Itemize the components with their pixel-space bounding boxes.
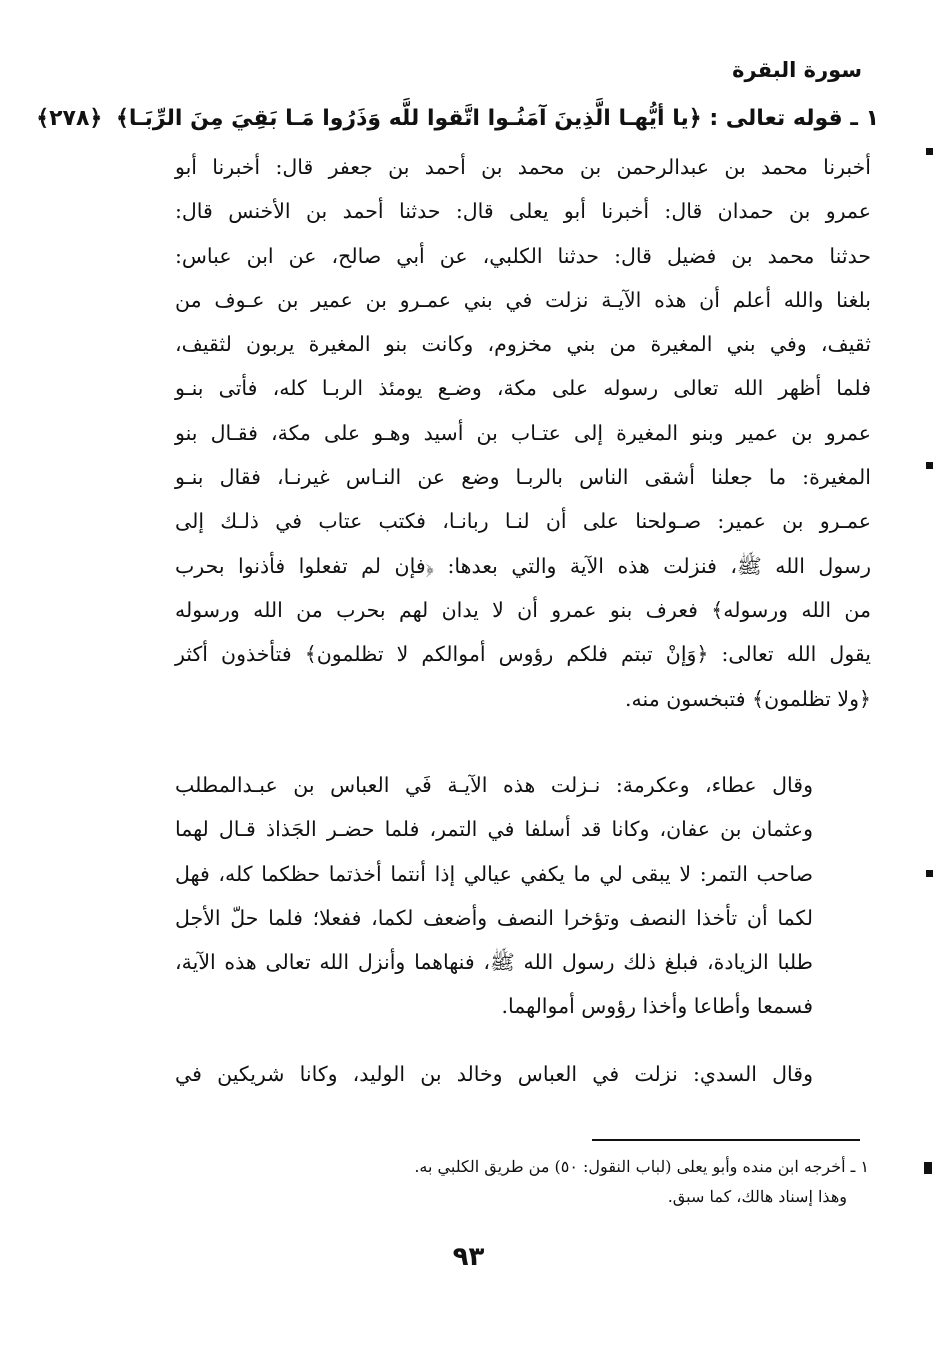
text-line: ثقيف، وفي بني المغيرة من بني مخزوم، وكانت بنو المغيرة يربون لثقيف، [175, 332, 871, 357]
text-line: فسمعا وأطاعا وأخذا رؤوس أموالهما. [501, 994, 813, 1019]
margin-mark [926, 870, 933, 877]
text-line: طلبا الزيادة، فبلغ ذلك رسول الله ﷺ، فنهاهما وأنزل الله تعالى هذه الآية، [175, 950, 813, 975]
text-line: صاحب التمر: لا يبقى لي ما يكفي عيالي إذا أنتما أخذتما حظكما كله، فهل [175, 861, 813, 886]
surah-name-header: سورة البقرة [732, 58, 862, 82]
verse-number: ١ ـ [850, 106, 879, 131]
footnote [200, 1152, 869, 1212]
margin-mark [926, 462, 933, 469]
paragraph-2 [175, 763, 871, 1029]
text-line: لكما أن تأخذا النصف وتؤخرا النصف وأضعف لكما، ففعلا؛ فلما حلّ الأجل [175, 905, 813, 930]
paragraph-1 [175, 145, 871, 721]
margin-mark [924, 1162, 932, 1174]
text-line: المغيرة: ما جعلنا أشقى الناس بالربـا وضع عن النـاس غيرنـا، فقال بنـو [175, 465, 871, 490]
text-line: ﴿ولا تظلمون﴾ فتبخسون منه. [625, 686, 871, 711]
footnote-divider [592, 1139, 860, 1141]
text-line: عمـرو بن عمير: صـولحنا على أن لنـا ربانـا، فكتب عتاب في ذلـك إلى [175, 509, 871, 534]
text-line: وعثمان بن عفان، وكانا قد أسلفا في التمر، فلما حضـر الجَذاذ قـال لهما [175, 817, 813, 842]
text-line: عمرو بن عمير وبنو المغيرة إلى عتـاب بن أسيد وهـو على مكة، فقـال بنو [175, 420, 871, 445]
text-line: فلما أظهر الله تعالى رسوله على مكة، وضـع يومئذ الربـا كله، فأتى بنـو [175, 376, 871, 401]
text-line: بلغنا والله أعلم أن هذه الآيـة نزلت في بني عمـرو بن عمير بن عـوف من [175, 287, 871, 312]
text-line: وقال عطاء، وعكرمة: نـزلت هذه الآيـة فَي العباس بن عبـدالمطلب [175, 773, 813, 797]
page-number: ٩٣ [452, 1242, 485, 1272]
verse-quote: ﴿يا أيُّهـا الَّذِينَ آمَنُـوا اتَّقوا للَّه وَذَرُوا مَـا بَقِيَ مِنَ الرِّبَـا﴾ [115, 106, 702, 131]
text-line: رسول الله ﷺ، فنزلت هذه الآية والتي بعدها: ﴿فإن لم تفعلوا فأذنوا بحرب [175, 553, 871, 578]
text-line: عمرو بن حمدان قال: أخبرنا أبو يعلى قال: حدثنا أحمد بن الأخنس قال: [175, 199, 871, 224]
footnote-line-1: ١ ـ أخرجه ابن منده وأبو يعلى (لباب النقول: ٥٠) من طريق الكلبي به. [414, 1157, 869, 1176]
text-line: وقال السدي: نزلت في العباس وخالد بن الوليد، وكانا شريكين في [175, 1062, 813, 1086]
verse-heading [36, 106, 879, 131]
verse-label: قوله تعالى : [709, 106, 843, 131]
text-line: من الله ورسوله﴾ فعرف بنو عمرو أن لا يدان لهم بحرب من الله ورسوله [175, 597, 871, 622]
ayah-reference: ﴿٢٧٨﴾ [36, 106, 103, 131]
paragraph-3 [175, 1052, 871, 1096]
margin-mark [926, 148, 933, 155]
text-line: أخبرنا محمد بن عبدالرحمن بن محمد بن أحمد بن جعفر قال: أخبرنا أبو [175, 155, 871, 179]
footnote-line-2: وهذا إسناد هالك، كما سبق. [667, 1187, 847, 1206]
text-line: يقول الله تعالى: ﴿وَإنْ تبتم فلكم رؤوس أموالكم لا تظلمون﴾ فتأخذون أكثر [175, 642, 871, 667]
text-line: حدثنا محمد بن فضيل قال: حدثنا الكلبي، عن أبي صالح، عن ابن عباس: [175, 243, 871, 268]
